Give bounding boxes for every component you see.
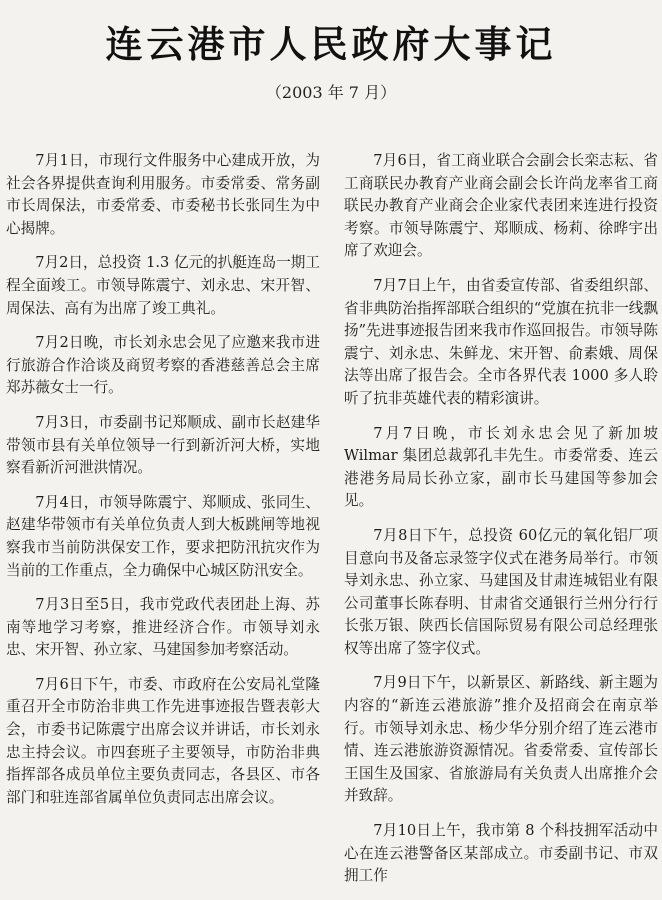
paragraph: 7月4日，市领导陈震宁、郑顺成、张同生、赵建华带领市有关单位负责人到大板跳闸等地视察我市当前防洪保安工作，要求把防汛抗灾作为当前的工作重点，全力确保中心城区防汛安全。 (6, 493, 320, 579)
left-column (6, 150, 320, 821)
paragraph: 7月6日，省工商业联合会副会长栾志耘、省工商联民办教育产业商会副会长许尚龙率省工商联民办教育产业商会企业家代表团来连进行投资考察。市领导陈震宁、郑顺成、杨莉、徐晔宇出席了欢迎会。 (344, 152, 658, 260)
page-title: 连云港市人民政府大事记 (105, 23, 557, 66)
page-subtitle-date: （2003 年 7 月） (265, 83, 397, 102)
right-column (344, 150, 658, 900)
paragraph: 7月9日下午，以新景区、新路线、新主题为内容的“新连云港旅游”推介及招商会在南京举行。市领导刘永忠、杨少华分别介绍了连云港市情、连云港旅游资源情况。省委常委、宣传部长王国生及国家、省旅游局有关负责人出席推介会并致辞。 (344, 674, 658, 805)
paragraph: 7月2日晚，市长刘永忠会见了应邀来我市进行旅游合作洽谈及商贸考察的香港慈善总会主席郑苏薇女士一行。 (6, 334, 320, 397)
paragraph: 7月7日上午，由省委宣传部、省委组织部、省非典防治指挥部联合组织的“党旗在抗非一线飘扬”先进事迹报告团来我市作巡回报告。市领导陈震宁、刘永忠、朱鲜龙、宋开智、俞素娥、周保法等出席了报告会。全市各界代表 1000 多人聆听了抗非英雄代表的精彩演讲。 (344, 276, 658, 407)
paragraph: 7月3日，市委副书记郑顺成、副市长赵建华带领市县有关单位领导一行到新沂河大桥，实地察看新沂河泄洪情况。 (6, 413, 320, 477)
paragraph: 7月2日，总投资 1.3 亿元的扒艇连岛一期工程全面竣工。市领导陈震宁、刘永忠、宋开智、周保法、高有为出席了竣工典礼。 (6, 254, 320, 317)
paragraph: 7月8日下午，总投资 60亿元的氧化铝厂项目意向书及备忘录签字仪式在港务局举行。市领导刘永忠、孙立家、马建国及甘肃连城铝业有限公司董事长陈春明、甘肃省交通银行兰州分行行长张万银、陕西长信国际贸易有限公司总经理张权等出席了签字仪式。 (344, 526, 658, 657)
paragraph: 7月6日下午，市委、市政府在公安局礼堂隆重召开全市防治非典工作先进事迹报告暨表彰大会，市委书记陈震宁出席会议并讲话，市长刘永忠主持会议。市四套班子主要领导，市防治非典指挥部各成员单位主要负责同志，各县区、市各部门和驻连部省属单位负责同志出席会议。 (6, 675, 320, 806)
paragraph: 7月3日至5日，我市党政代表团赴上海、苏南等地学习考察，推进经济合作。市领导刘永忠、宋开智、孙立家、马建国参加考察活动。 (6, 596, 320, 659)
paragraph: 7月10日上午，我市第 8 个科技拥军活动中心在连云港警备区某部成立。市委副书记、市双拥工作 (344, 822, 658, 885)
paragraph: 7月1日，市现行文件服务中心建成开放，为社会各界提供查询利用服务。市委常委、常务副市长周保法，市委常委、市委秘书长张同生为中心揭牌。 (6, 152, 320, 237)
paragraph: 7月7日晚，市长刘永忠会见了新加坡 Wilmar 集团总裁郭孔丰先生。市委常委、连云港港务局局长孙立家，副市长马建国等参加会见。 (344, 424, 658, 510)
